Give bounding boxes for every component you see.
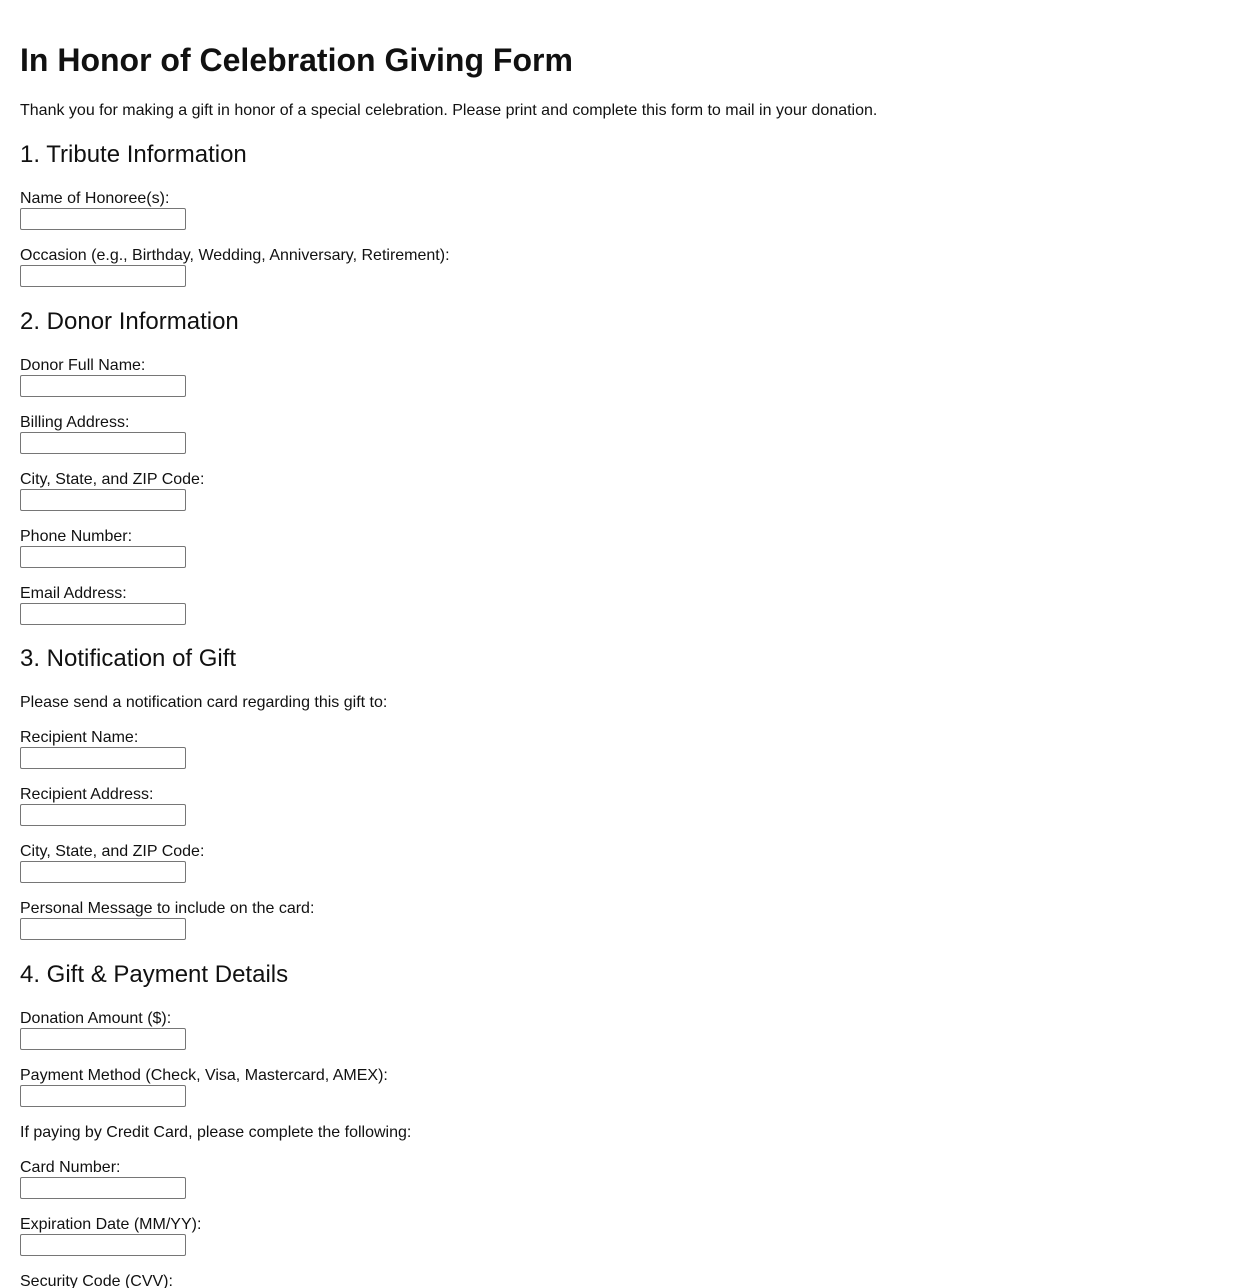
intro-text: Thank you for making a gift in honor of a special celebration. Please print and complete this form to mail in your donation. [20,102,878,119]
occasion-label: Occasion (e.g., Birthday, Wedding, Anniversary, Retirement): [20,247,450,264]
expiration-field [20,1215,201,1256]
occasion-input[interactable] [20,265,186,287]
billing-address-field [20,413,186,454]
tribute-heading: 1. Tribute Information [20,141,247,168]
donor-city-field [20,470,204,511]
donor-name-label: Donor Full Name: [20,357,146,374]
phone-label: Phone Number: [20,528,133,545]
payment-heading: 4. Gift & Payment Details [20,961,289,988]
donation-amount-label: Donation Amount ($): [20,1010,172,1027]
notification-heading: 3. Notification of Gift [20,645,237,672]
personal-message-input[interactable] [20,918,186,940]
payment-method-label: Payment Method (Check, Visa, Mastercard, AMEX): [20,1067,388,1084]
donor-city-label: City, State, and ZIP Code: [20,471,205,488]
honoree-label: Name of Honoree(s): [20,190,170,207]
recipient-city-label: City, State, and ZIP Code: [20,843,205,860]
recipient-name-label: Recipient Name: [20,729,139,746]
email-input[interactable] [20,603,186,625]
donor-name-field [20,356,186,397]
personal-message-label: Personal Message to include on the card: [20,900,315,917]
billing-address-label: Billing Address: [20,414,130,431]
card-number-label: Card Number: [20,1159,121,1176]
honoree-input[interactable] [20,208,186,230]
page-title: In Honor of Celebration Giving Form [20,42,573,78]
email-label: Email Address: [20,585,127,602]
expiration-input[interactable] [20,1234,186,1256]
donation-amount-input[interactable] [20,1028,186,1050]
email-field [20,584,186,625]
recipient-address-input[interactable] [20,804,186,826]
cvv-label: Security Code (CVV): [20,1273,173,1288]
phone-field [20,527,186,568]
recipient-name-input[interactable] [20,747,186,769]
card-number-input[interactable] [20,1177,186,1199]
donor-city-input[interactable] [20,489,186,511]
cvv-field [20,1272,173,1288]
donor-heading: 2. Donor Information [20,308,239,335]
card-number-field [20,1158,186,1199]
recipient-name-field [20,728,186,769]
expiration-label: Expiration Date (MM/YY): [20,1216,202,1233]
personal-message-field [20,899,314,940]
honoree-field [20,189,186,230]
donation-amount-field [20,1009,186,1050]
card-note: If paying by Credit Card, please complete the following: [20,1124,412,1141]
notification-note: Please send a notification card regarding this gift to: [20,694,388,711]
payment-method-field [20,1066,388,1107]
occasion-field [20,246,450,287]
recipient-address-label: Recipient Address: [20,786,154,803]
donor-name-input[interactable] [20,375,186,397]
phone-input[interactable] [20,546,186,568]
recipient-city-input[interactable] [20,861,186,883]
payment-method-input[interactable] [20,1085,186,1107]
billing-address-input[interactable] [20,432,186,454]
recipient-city-field [20,842,204,883]
recipient-address-field [20,785,186,826]
